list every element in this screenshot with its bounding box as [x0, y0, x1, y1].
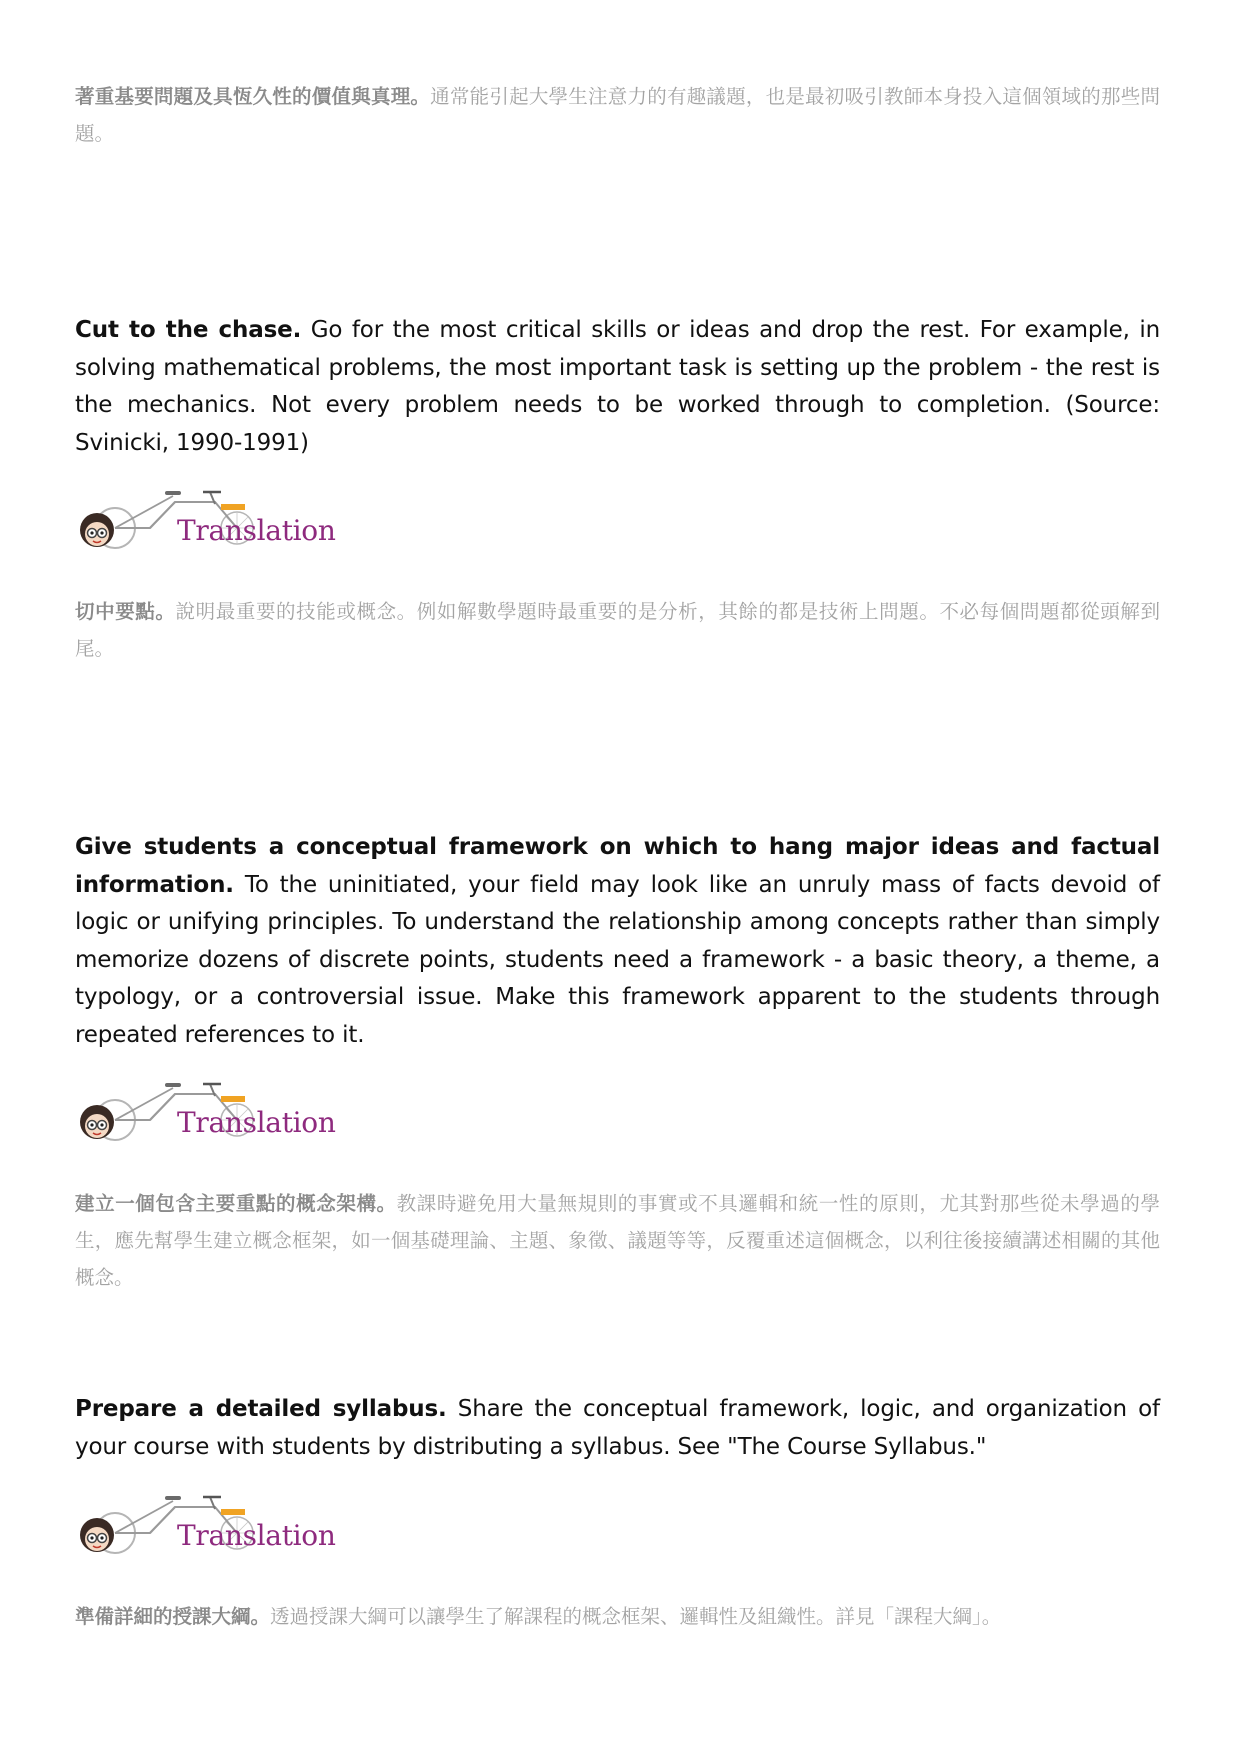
tip-heading-cut-to-the-chase: Cut to the chase. [75, 317, 302, 343]
zh-paragraph-3 [75, 1185, 1160, 1296]
zh-body-1: 通常能引起大學生注意力的有趣議題，也是最初吸引教師本身投入這個領域的那些問題。 [75, 85, 1160, 145]
translation-label: Translation [177, 1106, 336, 1139]
zh-heading-4: 準備詳細的授課大綱。 [75, 1605, 271, 1628]
zh-heading-1: 著重基要問題及具恆久性的價值與真理。 [75, 85, 431, 108]
zh-paragraph-1 [75, 78, 1160, 152]
tip-detailed-syllabus [75, 1391, 1160, 1466]
translation-badge-1 [75, 488, 336, 550]
zh-body-3: 教課時避免用大量無規則的事實或不具邏輯和統一性的原則，尤其對那些從未學過的學生，應先幫學生建立概念框架，如一個基礎理論、主題、象徵、議題等等，反覆重述這個概念，以利往後接續講述相關的其他概念。 [75, 1192, 1160, 1289]
zh-heading-3: 建立一個包含主要重點的概念架構。 [75, 1192, 397, 1215]
translation-label: Translation [177, 1519, 336, 1552]
tip-conceptual-framework [75, 829, 1160, 1054]
tip-body-detailed-syllabus: Share the conceptual framework, logic, and organization of your course with students by distributing a syllabus. See "The Course Syllabus." [75, 1396, 1160, 1460]
zh-body-2: 說明最重要的技能或概念。例如解數學題時最重要的是分析，其餘的都是技術上問題。不必每個問題都從頭解到尾。 [75, 600, 1160, 660]
tip-heading-detailed-syllabus: Prepare a detailed syllabus. [75, 1396, 447, 1422]
translation-badge-3 [75, 1493, 336, 1555]
translation-label: Translation [177, 514, 336, 547]
zh-paragraph-2 [75, 593, 1160, 667]
tip-body-conceptual-framework: To the uninitiated, your field may look like an unruly mass of facts devoid of logic or unifying principles. To understand the relationship among concepts rather than simply memorize dozens of discrete points, students need a framework - a basic theory, a theme, a typology, or a controversial issue. Make this framework apparent to the students through repeated references to it. [75, 871, 1160, 1048]
zh-body-4: 透過授課大綱可以讓學生了解課程的概念框架、邏輯性及組織性。詳見「課程大綱」。 [270, 1605, 1002, 1628]
zh-heading-2: 切中要點。 [75, 600, 176, 623]
tip-body-cut-to-the-chase: Go for the most critical skills or ideas and drop the rest. For example, in solving mathematical problems, the most important task is setting up the problem - the rest is the mechanics. Not every problem needs to be worked through to completion. (Source: Svinicki, 1990-1991) [75, 317, 1160, 456]
zh-paragraph-4 [75, 1598, 1160, 1635]
tip-cut-to-the-chase [75, 312, 1160, 462]
translation-badge-2 [75, 1080, 336, 1142]
tip-heading-conceptual-framework: Give students a conceptual framework on which to hang major ideas and factual information. [75, 834, 1160, 898]
